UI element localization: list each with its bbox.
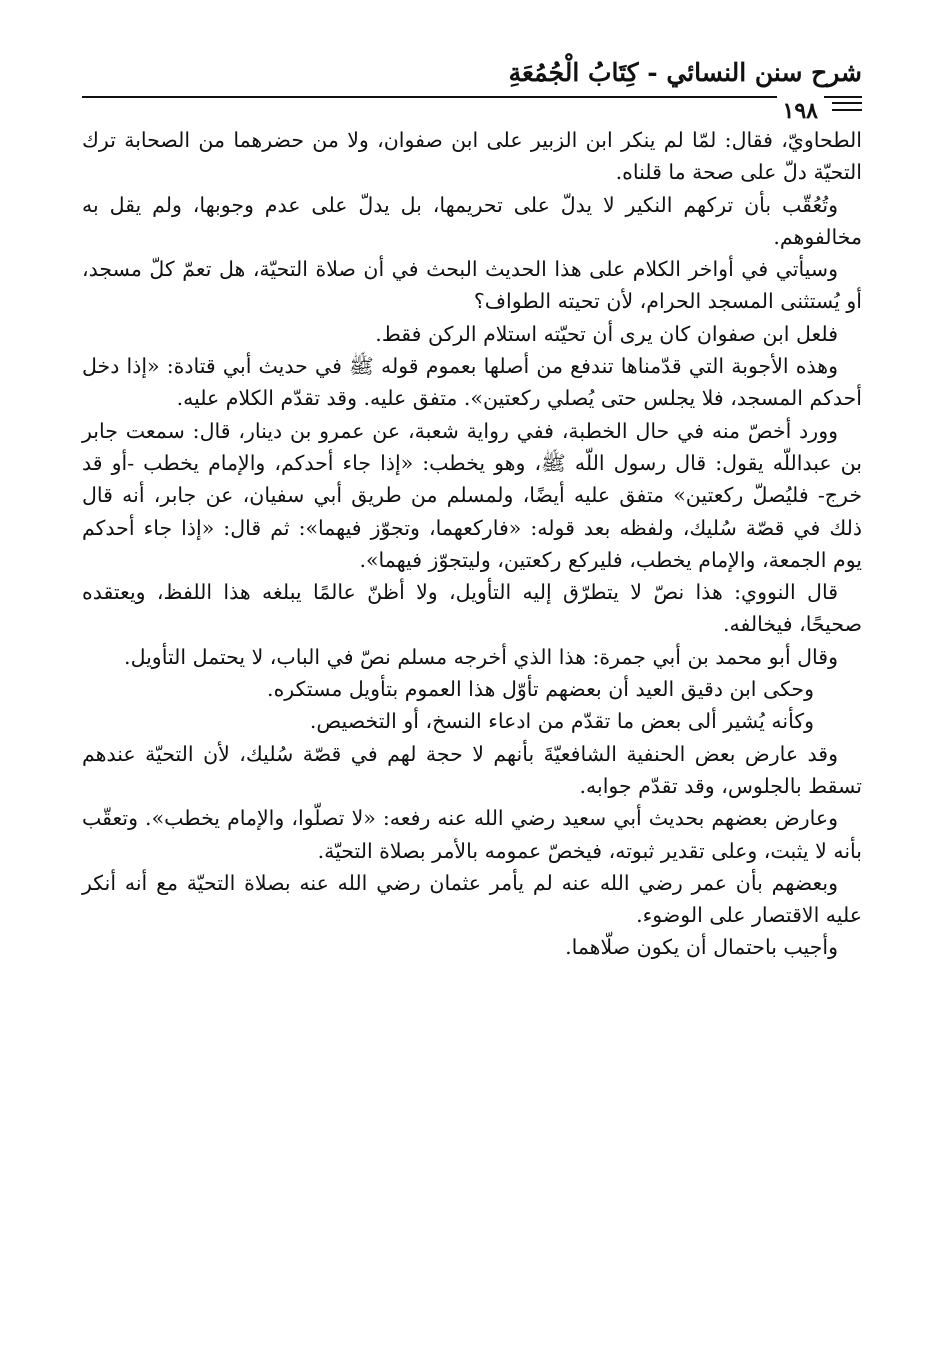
paragraph: وقد عارض بعض الحنفية الشافعيّةَ بأنهم لا حجة لهم في قصّة سُليك، لأن التحيّة عندهم تسقط بالجلوس، وقد تقدّم جوابه. — [82, 741, 862, 798]
paragraph: قال النووي: هذا نصّ لا يتطرّق إليه التأويل، ولا أظنّ عالمًا يبلغه هذا اللفظ، ويعتقده صحيحًا، فيخالفه. — [82, 580, 862, 637]
paragraph: وقال أبو محمد بن أبي جمرة: هذا الذي أخرجه مسلم نصّ في الباب، لا يحتمل التأويل. — [124, 644, 838, 669]
paragraph: وهذه الأجوبة التي قدّمناها تندفع من أصلها بعموم قوله ﷺ في حديث أبي قتادة: «إذا دخل أحدكم المسجد، فلا يجلس حتى يُصلي ركعتين». متفق عليه. وقد تقدّم الكلام عليه. — [82, 354, 862, 411]
paragraph: وأجيب باحتمال أن يكون صلّاهما. — [565, 935, 838, 960]
paragraph: وسيأتي في أواخر الكلام على هذا الحديث البحث في أن صلاة التحيّة، هل تعمّ كلّ مسجد، أو يُستثنى المسجد الحرام، لأن تحيته الطواف؟ — [82, 257, 862, 314]
page-header — [82, 56, 862, 124]
page-number: ١٩٨ — [777, 96, 824, 126]
paragraph: وكأنه يُشير ألى بعض ما تقدّم من ادعاء النسخ، أو التخصيص. — [309, 709, 814, 734]
body-text — [82, 124, 862, 964]
paragraph: وحكى ابن دقيق العيد أن بعضهم تأوّل هذا العموم بتأويل مستكره. — [267, 677, 814, 702]
running-title: شرح سنن النسائي - كِتَابُ الْجُمُعَةِ — [508, 58, 862, 87]
paragraph: وعارض بعضهم بحديث أبي سعيد رضي الله عنه رفعه: «لا تصلّوا، والإمام يخطب». وتعقّب بأنه لا يثبت، وعلى تقدير ثبوته، فيخصّ عمومه بالأمر بصلاة التحيّة. — [82, 806, 862, 863]
paragraph: الطحاويّ، فقال: لمّا لم ينكر ابن الزبير على ابن صفوان، ولا من حضرهما من الصحابة ترك التحيّة دلّ على صحة ما قلناه. — [82, 128, 862, 185]
paragraph: فلعل ابن صفوان كان يرى أن تحيّته استلام الركن فقط. — [375, 321, 838, 346]
page-number-rules — [832, 102, 862, 116]
paragraph: وتُعُقّب بأن تركهم النكير لا يدلّ على تحريمها، بل يدلّ على عدم وجوبها، ولم يقل به مخالفوهم. — [82, 192, 862, 249]
paragraph: وورد أخصّ منه في حال الخطبة، ففي رواية شعبة، عن عمرو بن دينار، قال: سمعت جابر بن عبداللّه يقول: قال رسول اللّه ﷺ، وهو يخطب: «إذا جاء أحدكم، والإمام يخطب -أو قد خرج- فليُصلّ ركعتين» متفق عليه أيضًا، ولمسلم من طريق أبي سفيان، عن جابر، أنه قال ذلك في قصّة سُليك، ولفظه بعد قوله: «فاركعهما، وتجوّز فيهما»: ثم قال: «إذا جاء أحدكم يوم الجمعة، والإمام يخطب، فليركع ركعتين، وليتجوّز فيهما». — [82, 418, 862, 572]
header-rule — [82, 96, 862, 98]
paragraph: وبعضهم بأن عمر رضي الله عنه لم يأمر عثمان رضي الله عنه بصلاة التحيّة مع أنه أنكر عليه الاقتصار على الوضوء. — [82, 870, 862, 928]
